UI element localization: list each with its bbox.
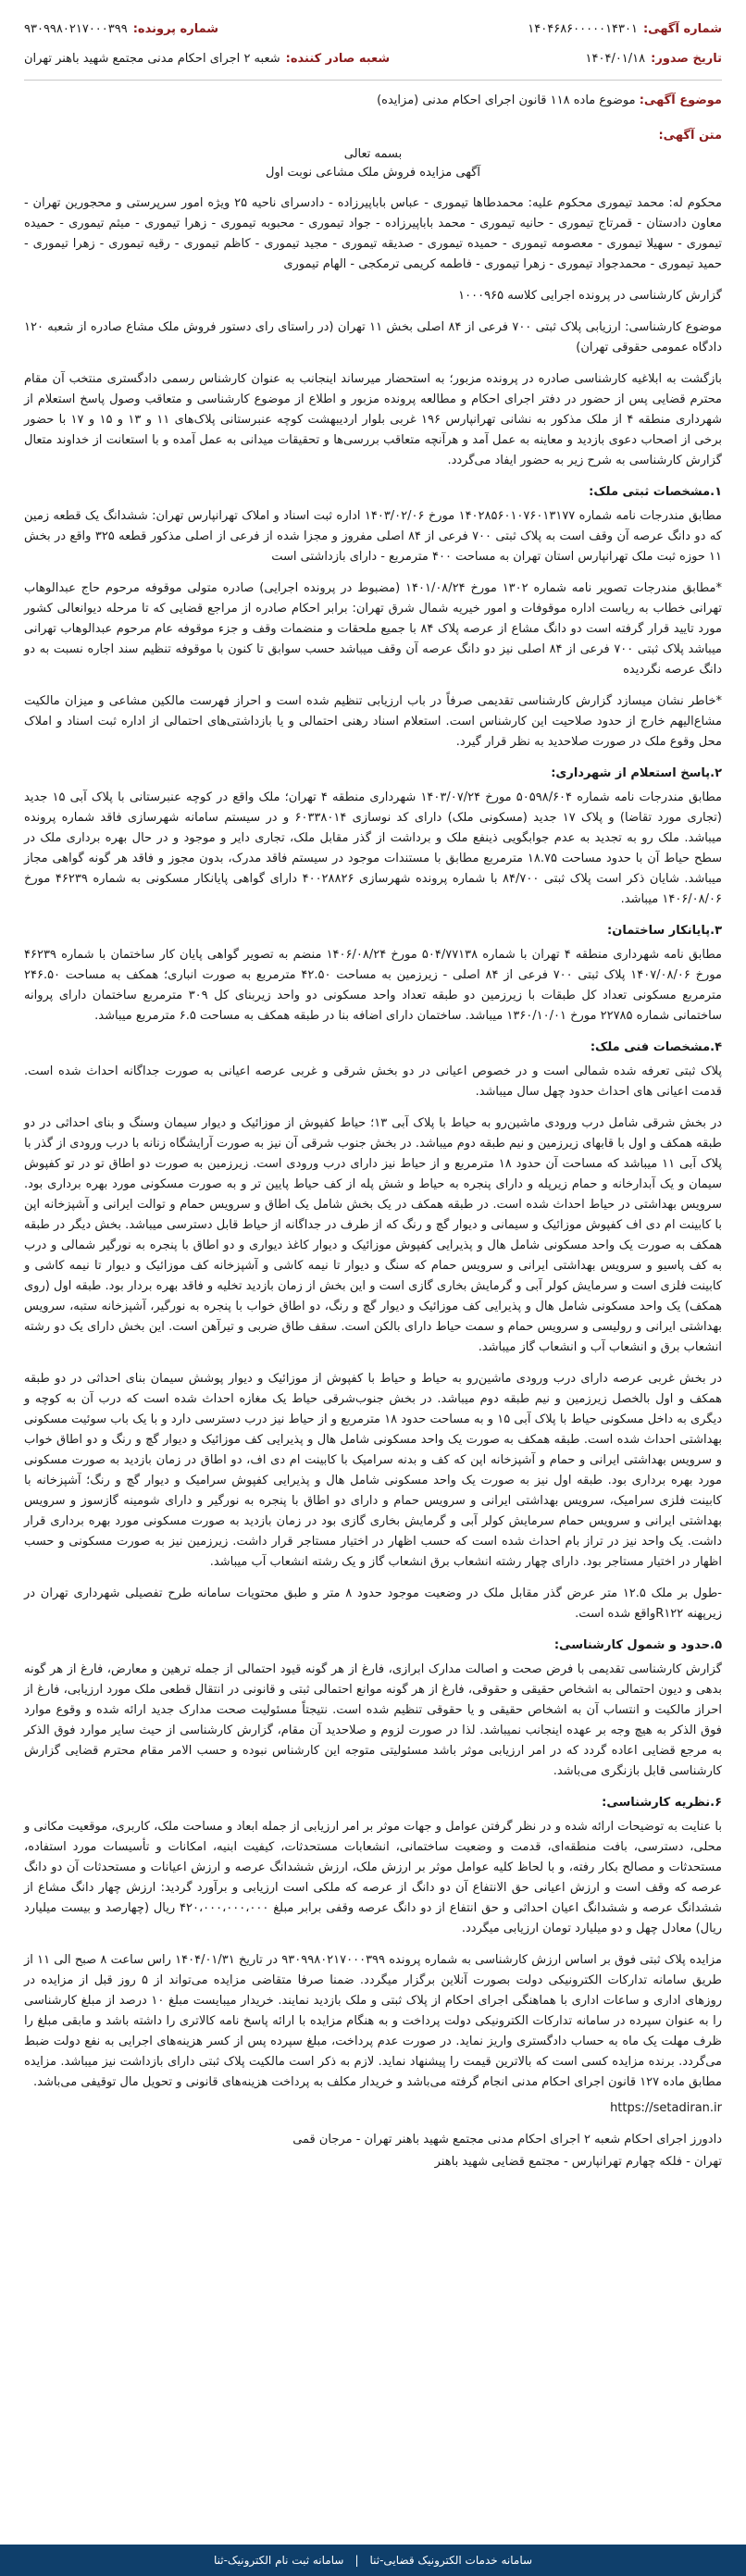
endowment-note: *مطابق مندرجات تصویر نامه شماره ۱۳۰۲ مورخ ۱۴۰۱/۰۸/۲۴ (مضبوط در پرونده اجرایی) صادره متولی موقوفه مرحوم حاج عبدالوهاب تهرانی خطاب به ریاست اداره موقوفات و امور خیریه شمال شرق تهران: برابر احکام صادره از مراجع قضایی که تا مرحله دیوانعالی کشور مورد تایید قرار گرفته است دو دانگ مشاع از عرصه پلاک ۸۴ با جمیع ملحقات و منضمات وقف و جزء موقوفه عام مرحوم عبدالوهاب تهرانی میباشد پلاک ثبتی ۷۰۰ فرعی از ۸۴ اصلی نیز دو دانگ عرصه آن وقف میباشد حسب سوابق تا کنون با موقوفه تنظیم سند اجاره نسبت به دو دانگ عرصه نگردیده	[24, 581, 722, 677]
issuing-branch: شعبه ۲ اجرای احکام مدنی مجتمع شهید باهنر تهران	[24, 52, 280, 66]
section-scope-title: ۵.حدود و شمول کارشناسی:	[553, 1638, 722, 1652]
signature-line-2: تهران - فلکه چهارم تهرانپارس - مجتمع قضایی شهید باهنر	[434, 2155, 722, 2169]
opinion-paragraph: با عنایت به توضیحات ارائه شده و در نظر گرفتن عوامل و جهات موثر بر امر ارزیابی از جمله ابعاد و مساحت ملک، کاربری، موقعیت مکانی و محلی، دسترسی، بافت منطقه‌ای، قدمت و وضعیت ساختمانی، انشعابات مستحدثات، کیفیت ابنیه، امکانات و تأسیسات مورد استفاده، مستحدثات و مصالح بکار رفته، و با لحاظ کلیه عوامل موثر بر ارزش ملک، ارزش ششدانگ عرصه و ارزش اعیانات و مستحدثات آن دو دانگ عرصه که وقف است و ارزش اعیانی حق الانتفاع آن دو دانگ از عرصه که ملکی است ارزیابی و برآورد گردید: ارزش چهار دانگ مشاع از ششدانگ عرصه و ششدانگ اعیان احداثی و حق انتفاع از دو دانگ عرصه وقفی برابر مبلغ ۴۲۰،۰۰۰،۰۰۰،۰۰۰ ریال (چهارصد و بیست میلیارد ریال) معادل چهل و دو میلیارد تومان ارزیابی میگردد.	[24, 1820, 722, 1935]
file-number-label: شماره پرونده:	[132, 22, 219, 36]
ad-number-cell	[528, 20, 722, 39]
west-section-paragraph: در بخش غربی عرصه دارای درب ورودی ماشین‌رو به حیاط و حیاط با کفپوش از موزائیک و دیوار پوشش سیمان بنای احداثی در دو طبقه همکف و اول بالخصل زیرزمین و نیم طبقه دوم میباشد. در بخش جنوب‌شرقی حیاط یک مغازه احداث شده است که درب آن به کوچه و دیگری به داخل مسکونی حیاط با پلاک آبی ۱۵ و به مساحت حدود ۱۸ مترمربع و از حیاط نیز درب دسترسی دارد و با یک باب سوئیت مسکونی بهداشتی احداث شده است. طبقه همکف به صورت یک واحد مسکونی شامل هال و پذیرایی کف موزائیک و دیوار گچ و رنگ و دو اطاق خواب و سرویس بهداشتی ایرانی و حمام و آشپزخانه اپن که کف و بدنه سرامیک با کابینت ام دی اف، دو اطاق در زمان بازدید به صورت مسکونی مورد بهره برداری بود. طبقه اول نیز به صورت یک واحد مسکونی شامل هال و پذیرایی کفپوش سرامیک و دیوار گچ و رنگ؛ آشپزخانه با کابینت فلزی سرامیک، سرویس بهداشتی ایرانی و سرویس حمام و دارای دو اطاق با پنجره به نورگیر و دارای شومینه گازسوز و سرویس بهداشتی ایرانی و سرویس حمام سرمایش کولر آبی و گرمایش بخاری گازی بود در زمان بازدید به صورت مسکونی مورد بهره برداری قرار داشت. یک واحد نیز در تراز بام احداث شده است که حسب اظهار در اختیار مستاجر قرار داشت. زیرزمین نیز به صورت مسکونی و حسب اظهار در اختیار مستاجر بود. دارای چهار رشته انشعاب برق انشعاب گاز و یک رشته انشعاب آب میباشد.	[24, 1372, 722, 1569]
signature-line-1: دادورز اجرای احکام شعبه ۲ اجرای احکام مدنی مجتمع شهید باهنر تهران - مرجان قمی	[292, 2133, 722, 2147]
report-file-line: گزارش کارشناسی در پرونده اجرایی کلاسه ۱۰۰۰۹۶۵	[458, 289, 722, 303]
issuing-branch-label: شعبه صادر کننده:	[285, 52, 391, 66]
subject-label: موضوع آگهی:	[639, 93, 722, 107]
file-number: ۹۳۰۹۹۸۰۲۱۷۰۰۰۳۹۹	[24, 22, 128, 36]
footer-right-link[interactable]: سامانه ثبت نام الکترونیک-ثنا	[213, 2554, 344, 2567]
ad-number-label: شماره آگهی:	[642, 22, 722, 36]
ad-title: آگهی مزایده فروش ملک مشاعی نوبت اول	[265, 166, 481, 180]
footer-separator: |	[354, 2554, 359, 2567]
frontage-paragraph: -طول بر ملک ۱۲.۵ متر عرض گذر مقابل ملک در وضعیت موجود حدود ۸ متر و طبق محتویات سامانه طرح تفصیلی شهرداری تهران در زیرپهنه R۱۲۲واقع شده است.	[24, 1587, 722, 1621]
header-row-1	[24, 20, 722, 39]
footer-bar	[0, 2545, 746, 2576]
scope-paragraph: گزارش کارشناسی تقدیمی با فرض صحت و اصالت مدارک ابرازی، فارغ از هر گونه قیود احتمالی از جمله ترهین و معارض، فارغ از هر گونه بدهی و دیون احتمالی به اشخاص حقیقی و حقوقی، فارغ از هر گونه موانع احتمالی ثبتی و قانونی در انتقال قطعی ملک مورد ارزیابی، فارغ از احراز مالکیت و انتساب آن به اشخاص حقیقی و یا حقوقی تنظیم شده است. نتیجتاً مسئولیت صحت مدارک جدید ارائه شده و وقوع موارد فوق الذکر به هیچ وجه بر عهده اینجانب نمیباشد. لذا در صورت لزوم و صلاحدید آن مقام، گزارش کارشناسی از حیث سایر موارد فوق الذکر به مرجع قضایی اعاده گردد که در امر ارزیابی موثر باشد مسئولیتی متوجه این کارشناس نبوده و حسب الامر مقام محترم قضایی گزارش کارشناسی قابل بازنگری می‌باشد.	[24, 1662, 722, 1778]
parties-paragraph: محکوم له: محمد تیموری محکوم علیه: محمدطاها تیموری - عباس باباپیرزاده - دادسرای ناحیه ۲۵ ویژه امور سرپرستی و محجورین تهران - معاون دادستان - قمرتاج تیموری - حانیه تیموری - محمد باباپیرزاده - جواد تیموری - محبوبه تیموری - زهرا تیموری - میثم تیموری - حمیده تیموری - سهیلا تیموری - معصومه تیموری - حمیده تیموری - صدیقه تیموری - مجید تیموری - کاظم تیموری - رقیه تیموری - زهرا تیموری - حمید تیموری - محمدجواد تیموری - زهرا تیموری - فاطمه کریمی ترمکجی - الهام تیموری	[24, 196, 722, 271]
intro-paragraph: بازگشت به ابلاغیه کارشناسی صادره در پرونده مزبور؛ به استحضار میرساند اینجانب به عنوان کارشناس رسمی دادگستری منتخب آن مقام محترم قضایی پس از حضور در دفتر اجرای احکام و مطالعه پرونده مزبور و اطلاع از موضوع کارشناسی و متعاقب وصول پاسخ استعلام از شهرداری منطقه ۴ از ملک مذکور به نشانی تهرانپارس ۱۹۶ غربی بلوار اردیبهشت کوچه عنبرستانی پلاک‌های ۱۱ و ۱۳ و ۱۵ و ۱۷ با حضور برخی از اصحاب دعوی بازدید و معاینه به عمل آمد و هرآنچه متعاقب بررسی‌ها و تحقیقات میدانی به عمل آمده و با استعانت از خداوند متعال گزارش کارشناسی به شرح زیر به حضور ایفاد می‌گردد.	[24, 372, 723, 467]
section-municipality-title: ۲.پاسخ استعلام از شهرداری:	[551, 766, 722, 780]
section-completion-title: ۳.پایانکار ساختمان:	[607, 924, 722, 938]
section-technical-title: ۴.مشخصات فنی ملک:	[590, 1040, 722, 1054]
section-opinion-title: ۶.نظریه کارشناسی:	[602, 1796, 722, 1810]
ad-number: ۱۴۰۴۶۸۶۰۰۰۰۰۱۴۳۰۱	[528, 22, 638, 36]
header-divider	[24, 80, 722, 81]
technical-intro: پلاک ثبتی تعرفه شده شمالی است و در خصوص اعیانی در دو بخش شرقی و غربی عرصه اعیانی به صورت جداگانه احداث شده است. قدمت اعیانی های احداث حدود چهل سال میباشد.	[24, 1064, 722, 1099]
report-subject: موضوع کارشناسی: ارزیابی پلاک ثبتی ۷۰۰ فرعی از ۸۴ اصلی بخش ۱۱ تهران (در راستای رای دستور فروش ملک مشاع صادره از شعبه ۱۲۰ دادگاه عمومی حقوقی تهران)	[24, 320, 722, 355]
issue-date: ۱۴۰۴/۰۱/۱۸	[585, 52, 646, 66]
scope-note: *خاطر نشان میسازد گزارش کارشناسی تقدیمی صرفاً در باب ارزیابی تنظیم شده است و احراز فهرست مالکین مشاعی و میزان مالکیت مشاع‌الیهم خارج از حدود صلاحیت این کارشناس است. استعلام اسناد رهنی احتمالی و یا بازداشتی‌های احتمالی از اداره ثبت اسناد و املاک محل وقوع ملک در صورت صلاحدید به نظر قرار گیرد.	[24, 694, 722, 749]
issuing-branch-cell	[24, 50, 390, 68]
header-row-2	[24, 50, 722, 68]
footer-left-link[interactable]: سامانه خدمات الکترونیک قضایی-ثنا	[369, 2554, 533, 2567]
auction-paragraph: مزایده پلاک ثبتی فوق بر اساس ارزش کارشناسی به شماره پرونده ۹۳۰۹۹۸۰۲۱۷۰۰۰۳۹۹ در تاریخ ۱۴۰۴/۰۱/۳۱ راس ساعت ۸ صبح الی ۱۱ از طریق سامانه تدارکات الکترونیکی دولت بصورت آنلاین برگزار میگردد. ضمنا صرفا متقاضی مزایده می‌تواند از ۵ روز قبل از مزایده در روزهای اداری و ساعات اداری با هماهنگی اجرای احکام از پلاک ثبتی و ملک بازدید نمایند. خریدار میبایست مبلغ ۱۰ درصد از مبلغ کارشناسی را به عنوان سپرده در سامانه تدارکات الکترونیکی دولت پرداخت و به هنگام مزایده با ارائه پاسخ نامه کالاتری را داشته باشد و مابقی مبلغ را ظرف مهلت یک ماه به حساب دادگستری واریز نماید. در صورت عدم پرداخت، مبلغ سپرده پس از کسر هزینه‌های اجرایی به نفع دولت ضبط می‌گردد. برنده مزایده کسی است که بالاترین قیمت را پیشنهاد نماید. لازم به ذکر است مالکیت پلاک ثبتی دارای بازداشت نیز میباشد. مزایده مطابق ماده ۱۲۷ قانون اجرای احکام مدنی انجام گرفته می‌باشد و خریدار مکلف به پرداخت هزینه‌های قانونی و تحویل مال توقیفی می‌باشد.	[24, 1953, 722, 2089]
setad-link[interactable]: https://setadiran.ir	[610, 2101, 722, 2115]
east-section-paragraph: در بخش شرقی شامل درب ورودی ماشین‌رو به حیاط با پلاک آبی ۱۳؛ حیاط کفپوش از موزائیک و دیوار سیمان وسنگ و بنای احداثی در دو طبقه همکف و اول با قابهای زیرزمین و نیم طبقه دوم میباشد. در بخش جنوب شرقی آن نیز به صورت آرایشگاه زنانه با درب ورودی از گذر با پلاک آبی ۱۱ میباشد که مساحت آن حدود ۱۸ مترمربع و از حیاط نیز دارای درب ورودی است. زیرزمین به صورت دو اطاق تو در تو کفپوش سیمان و یک آبدارخانه و حمام زیرپله و دارای پنجره به حیاط و شش پله از کف حیاط پایین تر و به صورت مسکونی مورد بهره برداری بود. سرویس بهداشتی در حیاط احداث شده است. در طبقه همکف در یک بخش شامل یک اطاق و سرویس حمام و توالت ایرانی و آشپزخانه اپن با کابینت ام دی اف کفپوش موزائیک و سیمانی و دیوار گچ و رنگ که از طرف در جداگانه از حیاط قابل دسترسی میباشد. بخش دیگر در طبقه همکف به صورت یک واحد مسکونی شامل هال و پذیرایی کفپوش موزائیک و دیوار کاغذ دیواری و دو اطاق با پنجره به نورگیر شمالی و درب به کف پاسیو و سرویس بهداشتی ایرانی و سرویس حمام که سنگ و دیوار تا نیمه کاشی و آشپزخانه کف موزائیک و دیوار تا نیمه کاشی و کابینت فلزی است و سرمایش کولر آبی و گرمایش بخاری گازی است و این بخش از زمان بازدید تخلیه و فاقد بهره بردار بود. طبقه اول (روی همکف) یک واحد مسکونی شامل هال و پذیرایی کف موزائیک و دیوار گچ و رنگ، دو اطاق خواب با پنجره به نورگیر، آشپزخانه ستبه، سرویس بهداشتی ایرانی و رولیسی و سرویس حمام و سمت حیاط دارای بالکن است. سقف طاق ضربی و تیرآهن است. این بخش دارای یک دو رشته انشعاب برق و انشعاب آب و انشعاب گاز میباشد.	[24, 1116, 723, 1354]
subject-row	[24, 92, 722, 110]
completion-paragraph: مطابق نامه شهرداری منطقه ۴ تهران با شماره ۵۰۴/۷۷۱۳۸ مورخ ۱۴۰۶/۰۸/۲۴ منضم به تصویر گواهی پایان کار ساختمان با شماره ۴۶۲۳۹ مورخ ۱۴۰۷/۰۸/۰۶ پلاک ثبتی ۷۰۰ فرعی از ۸۴ اصلی - زیرزمین به مساحت ۴۲.۵۰ مترمربع به صورت انباری؛ همکف به مساحت ۲۴۶.۵۰ مترمربع مسکونی تعداد کل طبقات با زیرزمین دو طبقه تعداد واحد مسکونی دو واحد زیربنای کل ۳۰۹ مترمربع ساختمان دارای پروانه ساختمانی شماره ۲۲۷۸۵ مورخ ۱۳۶۰/۱۰/۰۱ میباشد. ساختمان دارای اضافه بنا در طبقه همکف به مساحت ۶.۵ مترمربع میباشد.	[24, 948, 722, 1023]
file-number-cell	[24, 20, 218, 39]
section-registry-title: ۱.مشخصات ثبتی ملک:	[589, 485, 722, 499]
municipality-paragraph: مطابق مندرجات نامه شماره ۵۰۵۹۸/۶۰۴ مورخ ۱۴۰۳/۰۷/۲۴ شهرداری منطقه ۴ تهران؛ ملک واقع در کوچه عنبرستانی با پلاک آبی ۱۵ جدید (تجاری مورد تقاضا) و پلاک ۱۷ جدید (مسکونی ملک) دارای کد نوسازی ۶۰۳۳۸۰۱۴ و در سیستم سامانه شهرسازی فاقد شماره پرونده میباشد. ملک رو به تجدید به عدم جوابگویی ذینفع ملک و برداشت از گذر مقابل ملک، تجاری دایر و موجود و در حال بهره برداری ملک در سطح حیاط آن با حدود مساحت ۱۸.۷۵ مترمربع مطابق با مستندات موجود در سیستم فاقد مدرک، بدون مجوز و فاقد هر گونه گواهی مجاز میباشد. شایان ذکر است پلاک ثبتی ۸۴/۷۰۰ با شماره پرونده شهرسازی ۴۰۰۲۸۸۲۶ دارای گواهی پایانکار مسکونی به شماره ۴۶۲۳۹ مورخ ۱۴۰۶/۰۸/۰۶ میباشد.	[24, 790, 723, 906]
subject-value: موضوع ماده ۱۱۸ قانون اجرای احکام مدنی (مزایده)	[377, 93, 636, 107]
registry-paragraph: مطابق مندرجات نامه شماره ۱۴۰۲۸۵۶۰۱۰۷۶۰۱۳۱۷۷ مورخ ۱۴۰۳/۰۲/۰۶ اداره ثبت اسناد و املاک تهرانپارس تهران: ششدانگ یک قطعه زمین که دو دانگ عرصه آن وقف است به پلاک ثبتی ۷۰۰ فرعی از ۸۴ اصلی مفروز و مجزا شده از فرعی از اصلی مذکور قطعه ۳۲۵ واقع در بخش ۱۱ حوزه ثبت ملک تهرانپارس استان تهران به مساحت ۴۰۰ مترمربع - دارای بازداشتی است	[24, 509, 722, 564]
basmala: بسمه تعالی	[343, 147, 403, 161]
issue-date-label: تاریخ صدور:	[651, 52, 722, 66]
issue-date-cell	[586, 50, 722, 68]
body-label: متن آگهی:	[658, 129, 722, 143]
